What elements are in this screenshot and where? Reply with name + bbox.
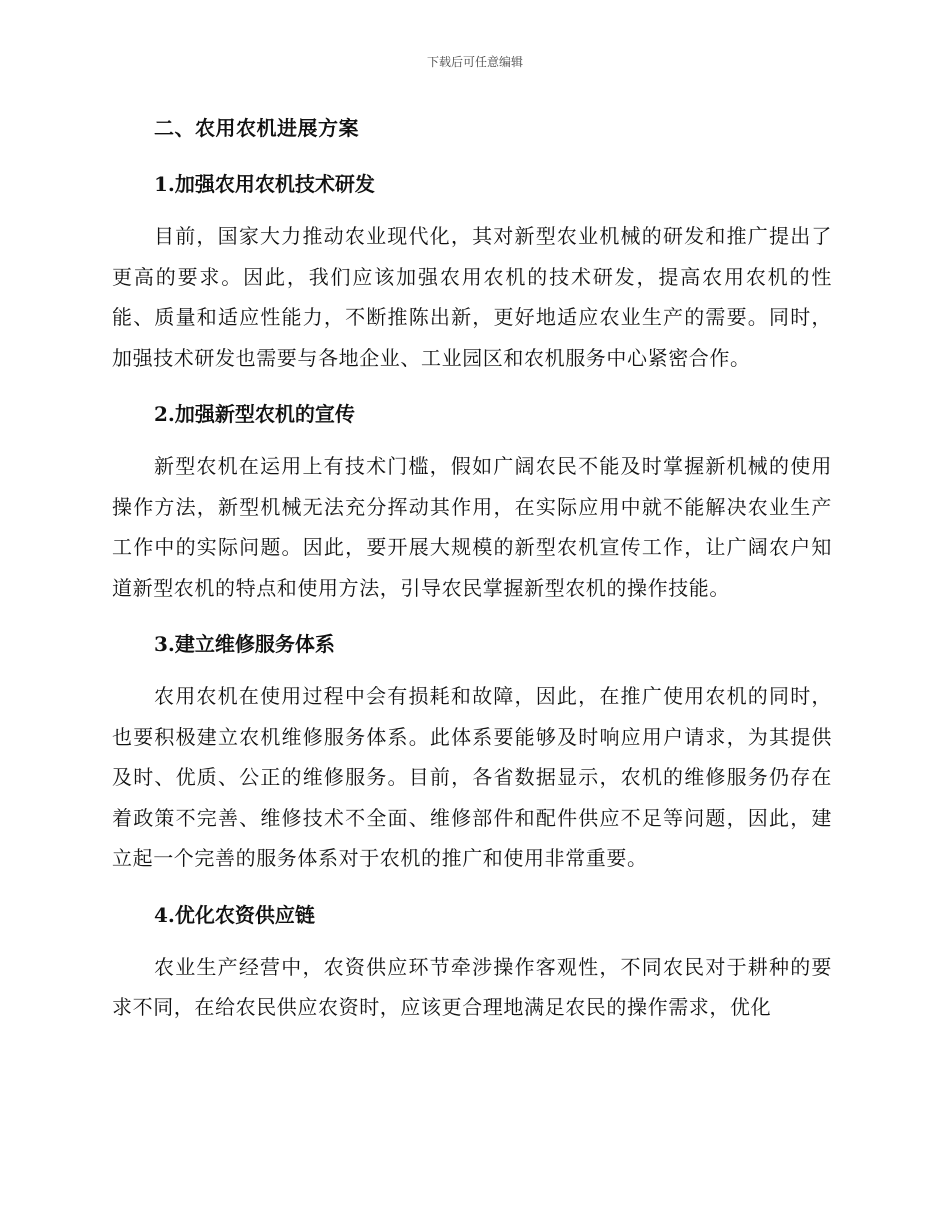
document-body xyxy=(112,108,832,1028)
page-header-note: 下载后可任意编辑 xyxy=(426,55,523,69)
subsection-heading-2: 2.加强新型农机的宣传 xyxy=(154,402,355,426)
paragraph-1: 目前，国家大力推动农业现代化，其对新型农业机械的研发和推广提出了更高的要求。因此，我们应该加强农用农机的技术研发，提高农用农机的性能、质量和适应性能力，不断推陈出新，更好地适应农业生产的需要。同时，加强技术研发也需要与各地企业、工业园区和农机服务中心紧密合作。 xyxy=(112,224,832,370)
paragraph-2: 新型农机在运用上有技术门槛，假如广阔农民不能及时掌握新机械的使用操作方法，新型机械无法充分挥动其作用，在实际应用中就不能解决农业生产工作中的实际问题。因此，要开展大规模的新型农机宣传工作，让广阔农户知道新型农机的特点和使用方法，引导农民掌握新型农机的操作技能。 xyxy=(112,454,832,600)
subsection-heading-3: 3.建立维修服务体系 xyxy=(154,632,335,656)
section-title: 二、农用农机进展方案 xyxy=(154,116,359,140)
subsection-heading-4: 4.优化农资供应链 xyxy=(154,902,315,927)
subsection-heading-1: 1.加强农用农机技术研发 xyxy=(154,172,375,196)
paragraph-3: 农用农机在使用过程中会有损耗和故障，因此，在推广使用农机的同时，也要积极建立农机维修服务体系。此体系要能够及时响应用户请求，为其提供及时、优质、公正的维修服务。目前，各省数据显示，农机的维修服务仍存在着政策不完善、维修技术不全面、维修部件和配件供应不足等问题，因此，建立起一个完善的服务体系对于农机的推广和使用非常重要。 xyxy=(112,684,832,870)
paragraph-4: 农业生产经营中，农资供应环节牵涉操作客观性，不同农民对于耕种的要求不同，在给农民供应农资时，应该更合理地满足农民的操作需求，优化 xyxy=(112,954,832,1019)
